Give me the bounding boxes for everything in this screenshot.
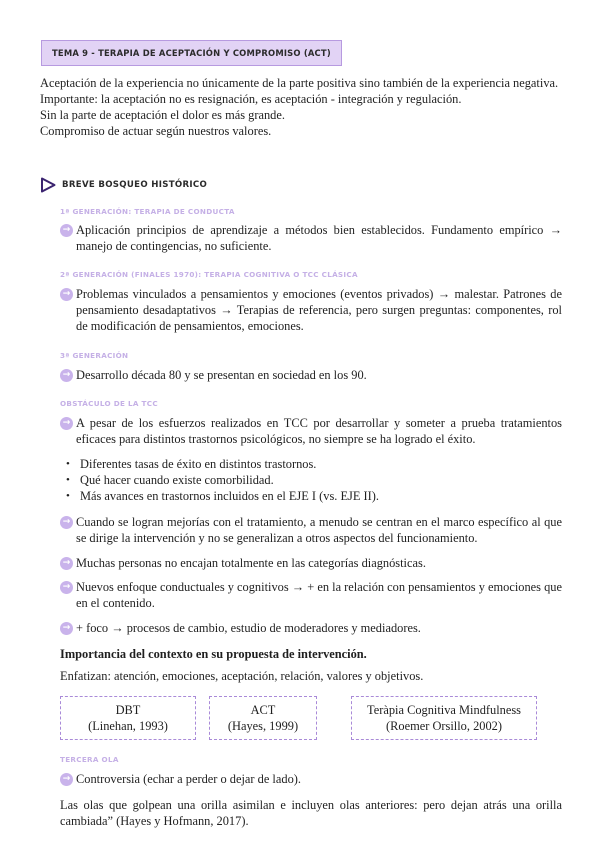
therapy-box-mindfulness xyxy=(351,696,537,740)
subheading-tercera-ola: TERCERA OLA xyxy=(60,755,119,764)
list-item xyxy=(60,579,562,611)
arrow-bullet-icon: → xyxy=(60,516,73,529)
arrow-bullet-icon: → xyxy=(60,622,73,635)
list-item xyxy=(60,771,562,787)
enfatizan-text: Enfatizan: atención, emociones, aceptación, relación, valores y objetivos. xyxy=(60,669,424,683)
list-item-text: Aplicación principios de aprendizaje a métodos bien establecidos. Fundamento empírico → manejo de contingencias, no suficiente. xyxy=(76,223,562,253)
subheading-gen1: 1ª GENERACIÓN: TERAPIA DE CONDUCTA xyxy=(60,207,235,216)
list-item xyxy=(60,555,562,571)
list-item-text: Cuando se logran mejorías con el tratamiento, a menudo se centran en el marco específico al que se dirige la intervención y no se generalizan a otros aspectos del funcionamiento. xyxy=(76,515,562,545)
bullet-item: • Más avances en trastornos incluidos en el EJE I (vs. EJE II). xyxy=(66,488,546,504)
therapy-ref: (Roemer Orsillo, 2002) xyxy=(386,719,502,733)
quote-paragraph: Las olas que golpean una orilla asimilan e incluyen olas anteriores: pero dejan atrás una orilla cambiada” (Hayes y Hofmann, 2017). xyxy=(60,798,562,828)
list-item xyxy=(60,286,562,334)
arrow-bullet-icon: → xyxy=(60,224,73,237)
list-item xyxy=(60,367,562,383)
list-item-text: A pesar de los esfuerzos realizados en TCC por desarrollar y someter a prueba tratamientos eficaces para distintos trastornos psicológicos, no siempre se ha logrado el éxito. xyxy=(76,416,562,446)
therapy-name: ACT xyxy=(250,703,276,717)
intro-paragraph xyxy=(40,75,562,139)
intro-line: Sin la parte de aceptación el dolor es más grande. xyxy=(40,108,285,122)
therapy-ref: (Hayes, 1999) xyxy=(227,719,299,733)
bullet-item: • Qué hacer cuando existe comorbilidad. xyxy=(66,472,546,488)
subheading-obstaculo: OBSTÁCULO DE LA TCC xyxy=(60,399,158,408)
bullet-item: • Diferentes tasas de éxito en distintos trastornos. xyxy=(66,456,546,472)
list-item xyxy=(60,620,562,636)
arrow-bullet-icon: → xyxy=(60,369,73,382)
subheading-gen3: 3ª GENERACIÓN xyxy=(60,351,129,360)
subheading-gen2: 2ª GENERACIÓN (FINALES 1970): TERAPIA COGNITIVA O TCC CLÁSICA xyxy=(60,270,358,279)
list-item-text: Desarrollo década 80 y se presentan en sociedad en los 90. xyxy=(76,368,367,382)
arrow-bullet-icon: → xyxy=(60,557,73,570)
importancia-heading: Importancia del contexto en su propuesta de intervención. xyxy=(60,647,367,661)
therapy-box-dbt xyxy=(60,696,196,740)
arrow-bullet-icon: → xyxy=(60,581,73,594)
intro-line: Importante: la aceptación no es resignación, es aceptación - integración y regulación. xyxy=(40,92,462,106)
arrow-bullet-icon: → xyxy=(60,417,73,430)
therapy-box-act xyxy=(209,696,317,740)
therapy-name: DBT xyxy=(115,703,141,717)
arrow-bullet-icon: → xyxy=(60,773,73,786)
section-heading-label: BREVE BOSQUEO HISTÓRICO xyxy=(62,180,208,190)
arrow-bullet-icon: → xyxy=(60,288,73,301)
list-item xyxy=(60,415,562,447)
list-item-text: + foco → procesos de cambio, estudio de moderadores y mediadores. xyxy=(76,621,421,635)
triangle-right-icon xyxy=(40,177,56,193)
list-item xyxy=(60,514,562,546)
list-item xyxy=(60,222,562,254)
bullet-list xyxy=(66,456,546,505)
list-item-text: Muchas personas no encajan totalmente en las categorías diagnósticas. xyxy=(76,556,426,570)
list-item-text: Controversia (echar a perder o dejar de lado). xyxy=(76,772,301,786)
intro-line: Aceptación de la experiencia no únicamente de la parte positiva sino también de la experiencia negativa. xyxy=(40,76,559,90)
list-item-text: Nuevos enfoque conductuales y cognitivos → + en la relación con pensamientos y emociones que en el contenido. xyxy=(76,580,562,610)
intro-line: Compromiso de actuar según nuestros valores. xyxy=(40,124,272,138)
list-item-text: Problemas vinculados a pensamientos y emociones (eventos privados) → malestar. Patrones de pensamiento desadaptativos → Terapias de referencia, pero surgen preguntas: componentes, rol de modificación de pensamientos, emociones. xyxy=(76,287,562,333)
therapy-ref: (Linehan, 1993) xyxy=(88,719,168,733)
page-title: TEMA 9 - TERAPIA DE ACEPTACIÓN Y COMPROMISO (ACT) xyxy=(41,40,342,66)
therapy-name: Teràpia Cognitiva Mindfulness xyxy=(367,703,521,717)
section-heading xyxy=(40,177,207,193)
